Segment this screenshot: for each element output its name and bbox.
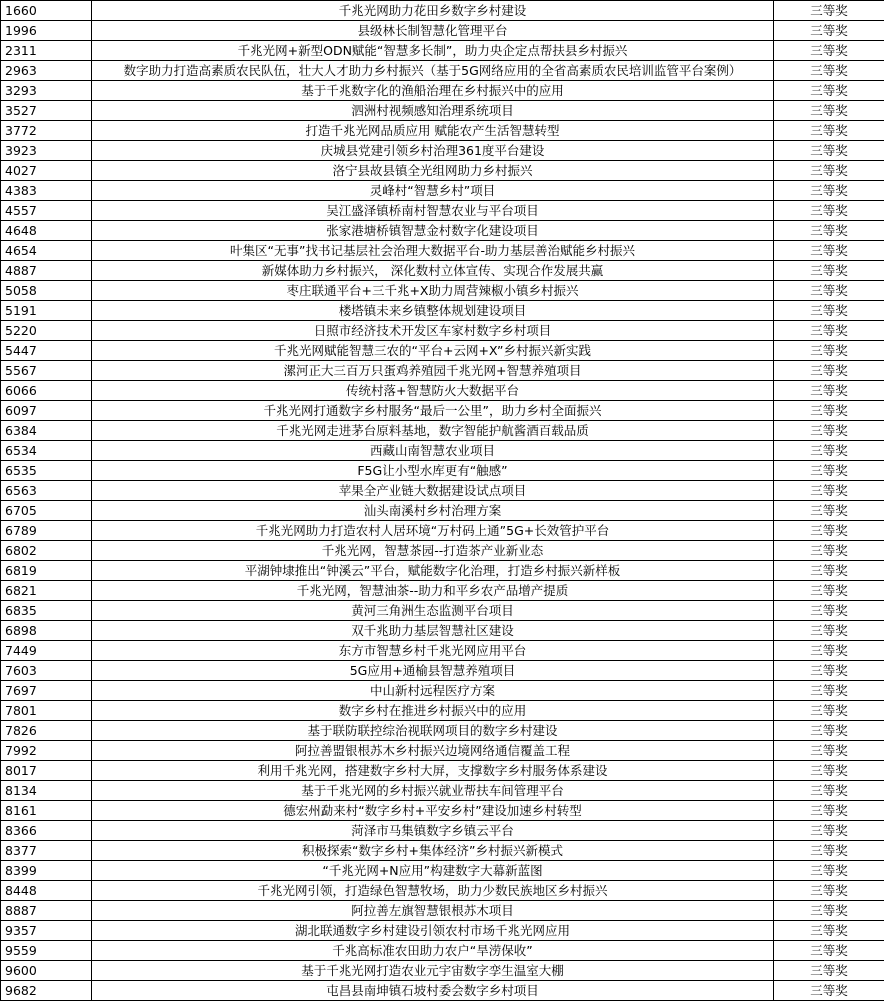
project-id-cell: 6802 bbox=[1, 541, 92, 561]
table-row bbox=[1, 421, 884, 441]
project-title-cell: 千兆光网，智慧油茶--助力和平乡农产品增产提质 bbox=[92, 581, 774, 601]
table-row bbox=[1, 441, 884, 461]
table-row bbox=[1, 101, 884, 121]
award-level-cell: 三等奖 bbox=[774, 721, 884, 741]
project-id-cell: 6705 bbox=[1, 501, 92, 521]
project-id-cell: 6789 bbox=[1, 521, 92, 541]
project-title-cell: 新媒体助力乡村振兴， 深化数村立体宣传、实现合作发展共赢 bbox=[92, 261, 774, 281]
table-row bbox=[1, 521, 884, 541]
project-id-cell: 2963 bbox=[1, 61, 92, 81]
table-row bbox=[1, 801, 884, 821]
project-id-cell: 9682 bbox=[1, 981, 92, 1001]
table-row bbox=[1, 501, 884, 521]
table-row bbox=[1, 321, 884, 341]
project-title-cell: 数字助力打造高素质农民队伍，壮大人才助力乡村振兴（基于5G网络应用的全省高素质农民培训监管平台案例） bbox=[92, 61, 774, 81]
table-row bbox=[1, 241, 884, 261]
project-id-cell: 8017 bbox=[1, 761, 92, 781]
award-level-cell: 三等奖 bbox=[774, 661, 884, 681]
table-row bbox=[1, 641, 884, 661]
project-title-cell: 千兆光网助力打造农村人居环境“万村码上通”5G+长效管护平台 bbox=[92, 521, 774, 541]
award-level-cell: 三等奖 bbox=[774, 681, 884, 701]
award-level-cell: 三等奖 bbox=[774, 281, 884, 301]
project-title-cell: F5G让小型水库更有“触感” bbox=[92, 461, 774, 481]
award-level-cell: 三等奖 bbox=[774, 501, 884, 521]
project-title-cell: 传统村落+智慧防火大数据平台 bbox=[92, 381, 774, 401]
award-level-cell: 三等奖 bbox=[774, 361, 884, 381]
table-row bbox=[1, 621, 884, 641]
project-title-cell: 千兆光网引领，打造绿色智慧牧场，助力少数民族地区乡村振兴 bbox=[92, 881, 774, 901]
project-id-cell: 3527 bbox=[1, 101, 92, 121]
table-row bbox=[1, 841, 884, 861]
project-title-cell: 数字乡村在推进乡村振兴中的应用 bbox=[92, 701, 774, 721]
table-row bbox=[1, 61, 884, 81]
table-row bbox=[1, 721, 884, 741]
project-id-cell: 3293 bbox=[1, 81, 92, 101]
project-id-cell: 1996 bbox=[1, 21, 92, 41]
table-row bbox=[1, 301, 884, 321]
table-row bbox=[1, 1, 884, 21]
award-level-cell: 三等奖 bbox=[774, 261, 884, 281]
award-level-cell: 三等奖 bbox=[774, 161, 884, 181]
table-row bbox=[1, 401, 884, 421]
award-level-cell: 三等奖 bbox=[774, 121, 884, 141]
award-level-cell: 三等奖 bbox=[774, 101, 884, 121]
project-id-cell: 6535 bbox=[1, 461, 92, 481]
project-title-cell: 利用千兆光网，搭建数字乡村大屏，支撑数字乡村服务体系建设 bbox=[92, 761, 774, 781]
project-title-cell: 叶集区“无事”找书记基层社会治理大数据平台-助力基层善治赋能乡村振兴 bbox=[92, 241, 774, 261]
award-level-cell: 三等奖 bbox=[774, 801, 884, 821]
project-title-cell: 枣庄联通平台+三千兆+X助力周营辣椒小镇乡村振兴 bbox=[92, 281, 774, 301]
project-title-cell: 漯河正大三百万只蛋鸡养殖园千兆光网+智慧养殖项目 bbox=[92, 361, 774, 381]
award-level-cell: 三等奖 bbox=[774, 701, 884, 721]
award-level-cell: 三等奖 bbox=[774, 441, 884, 461]
project-id-cell: 4027 bbox=[1, 161, 92, 181]
table-row bbox=[1, 381, 884, 401]
project-id-cell: 8134 bbox=[1, 781, 92, 801]
project-title-cell: 屯昌县南坤镇石坡村委会数字乡村项目 bbox=[92, 981, 774, 1001]
project-id-cell: 4383 bbox=[1, 181, 92, 201]
project-id-cell: 7992 bbox=[1, 741, 92, 761]
award-level-cell: 三等奖 bbox=[774, 221, 884, 241]
project-title-cell: 县级林长制智慧化管理平台 bbox=[92, 21, 774, 41]
project-title-cell: 张家港塘桥镇智慧金村数字化建设项目 bbox=[92, 221, 774, 241]
project-title-cell: 菏泽市马集镇数字乡镇云平台 bbox=[92, 821, 774, 841]
project-title-cell: 基于千兆数字化的渔船治理在乡村振兴中的应用 bbox=[92, 81, 774, 101]
project-id-cell: 5447 bbox=[1, 341, 92, 361]
award-level-cell: 三等奖 bbox=[774, 1, 884, 21]
table-row bbox=[1, 221, 884, 241]
award-level-cell: 三等奖 bbox=[774, 901, 884, 921]
table-row bbox=[1, 121, 884, 141]
project-id-cell: 8366 bbox=[1, 821, 92, 841]
table-row bbox=[1, 201, 884, 221]
project-title-cell: 中山新村远程医疗方案 bbox=[92, 681, 774, 701]
project-title-cell: 基于千兆光网的乡村振兴就业帮扶车间管理平台 bbox=[92, 781, 774, 801]
table-row bbox=[1, 881, 884, 901]
project-id-cell: 5567 bbox=[1, 361, 92, 381]
project-id-cell: 7603 bbox=[1, 661, 92, 681]
project-title-cell: 积极探索“数字乡村+集体经济”乡村振兴新模式 bbox=[92, 841, 774, 861]
project-id-cell: 3923 bbox=[1, 141, 92, 161]
project-id-cell: 6097 bbox=[1, 401, 92, 421]
project-title-cell: 洛宁县故县镇全光组网助力乡村振兴 bbox=[92, 161, 774, 181]
award-level-cell: 三等奖 bbox=[774, 881, 884, 901]
project-title-cell: 湖北联通数字乡村建设引领农村市场千兆光网应用 bbox=[92, 921, 774, 941]
project-title-cell: 千兆光网助力花田乡数字乡村建设 bbox=[92, 1, 774, 21]
project-title-cell: 平湖钟埭推出“钟溪云”平台，赋能数字化治理，打造乡村振兴新样板 bbox=[92, 561, 774, 581]
award-level-cell: 三等奖 bbox=[774, 81, 884, 101]
table-row bbox=[1, 481, 884, 501]
project-title-cell: 德宏州勐来村“数字乡村+平安乡村”建设加速乡村转型 bbox=[92, 801, 774, 821]
project-id-cell: 5191 bbox=[1, 301, 92, 321]
award-table-body bbox=[1, 1, 884, 1001]
project-id-cell: 2311 bbox=[1, 41, 92, 61]
award-level-cell: 三等奖 bbox=[774, 921, 884, 941]
project-title-cell: 泗洲村视频感知治理系统项目 bbox=[92, 101, 774, 121]
project-title-cell: 阿拉善盟银根苏木乡村振兴边境网络通信覆盖工程 bbox=[92, 741, 774, 761]
project-id-cell: 9559 bbox=[1, 941, 92, 961]
award-level-cell: 三等奖 bbox=[774, 641, 884, 661]
table-row bbox=[1, 901, 884, 921]
project-title-cell: 千兆光网打通数字乡村服务“最后一公里”，助力乡村全面振兴 bbox=[92, 401, 774, 421]
table-row bbox=[1, 761, 884, 781]
project-id-cell: 7449 bbox=[1, 641, 92, 661]
project-id-cell: 6534 bbox=[1, 441, 92, 461]
table-row bbox=[1, 281, 884, 301]
project-title-cell: “千兆光网+N应用”构建数字大幕新蓝图 bbox=[92, 861, 774, 881]
project-title-cell: 黄河三角洲生态监测平台项目 bbox=[92, 601, 774, 621]
project-id-cell: 6819 bbox=[1, 561, 92, 581]
project-title-cell: 汕头南溪村乡村治理方案 bbox=[92, 501, 774, 521]
award-level-cell: 三等奖 bbox=[774, 461, 884, 481]
award-level-cell: 三等奖 bbox=[774, 41, 884, 61]
project-title-cell: 5G应用+通榆县智慧养殖项目 bbox=[92, 661, 774, 681]
project-id-cell: 4648 bbox=[1, 221, 92, 241]
project-id-cell: 6898 bbox=[1, 621, 92, 641]
table-row bbox=[1, 781, 884, 801]
project-title-cell: 日照市经济技术开发区车家村数字乡村项目 bbox=[92, 321, 774, 341]
project-id-cell: 8377 bbox=[1, 841, 92, 861]
award-level-cell: 三等奖 bbox=[774, 301, 884, 321]
table-row bbox=[1, 561, 884, 581]
award-level-cell: 三等奖 bbox=[774, 861, 884, 881]
table-row bbox=[1, 921, 884, 941]
project-title-cell: 苹果全产业链大数据建设试点项目 bbox=[92, 481, 774, 501]
project-title-cell: 基于联防联控综治视联网项目的数字乡村建设 bbox=[92, 721, 774, 741]
award-level-cell: 三等奖 bbox=[774, 241, 884, 261]
award-level-cell: 三等奖 bbox=[774, 61, 884, 81]
project-title-cell: 千兆光网，智慧茶园--打造茶产业新业态 bbox=[92, 541, 774, 561]
project-id-cell: 6835 bbox=[1, 601, 92, 621]
project-id-cell: 9600 bbox=[1, 961, 92, 981]
table-row bbox=[1, 181, 884, 201]
project-title-cell: 千兆光网走进茅台原料基地，数字智能护航酱酒百载品质 bbox=[92, 421, 774, 441]
project-id-cell: 9357 bbox=[1, 921, 92, 941]
table-row bbox=[1, 81, 884, 101]
project-id-cell: 6563 bbox=[1, 481, 92, 501]
project-title-cell: 千兆光网+新型ODN赋能“智慧多长制”，助力央企定点帮扶县乡村振兴 bbox=[92, 41, 774, 61]
project-id-cell: 1660 bbox=[1, 1, 92, 21]
award-level-cell: 三等奖 bbox=[774, 761, 884, 781]
project-id-cell: 4654 bbox=[1, 241, 92, 261]
project-id-cell: 8887 bbox=[1, 901, 92, 921]
table-row bbox=[1, 461, 884, 481]
table-row bbox=[1, 601, 884, 621]
project-id-cell: 6066 bbox=[1, 381, 92, 401]
award-level-cell: 三等奖 bbox=[774, 181, 884, 201]
project-id-cell: 7801 bbox=[1, 701, 92, 721]
table-row bbox=[1, 961, 884, 981]
table-row bbox=[1, 741, 884, 761]
project-id-cell: 5058 bbox=[1, 281, 92, 301]
award-level-cell: 三等奖 bbox=[774, 201, 884, 221]
project-title-cell: 基于千兆光网打造农业元宇宙数字孪生温室大棚 bbox=[92, 961, 774, 981]
award-level-cell: 三等奖 bbox=[774, 521, 884, 541]
table-row bbox=[1, 581, 884, 601]
table-row bbox=[1, 41, 884, 61]
project-title-cell: 千兆高标准农田助力农户“旱涝保收” bbox=[92, 941, 774, 961]
table-row bbox=[1, 21, 884, 41]
project-id-cell: 4557 bbox=[1, 201, 92, 221]
award-level-cell: 三等奖 bbox=[774, 781, 884, 801]
project-id-cell: 5220 bbox=[1, 321, 92, 341]
project-title-cell: 打造千兆光网品质应用 赋能农产生活智慧转型 bbox=[92, 121, 774, 141]
award-level-cell: 三等奖 bbox=[774, 741, 884, 761]
table-row bbox=[1, 341, 884, 361]
project-id-cell: 8399 bbox=[1, 861, 92, 881]
table-row bbox=[1, 861, 884, 881]
award-level-cell: 三等奖 bbox=[774, 21, 884, 41]
project-id-cell: 4887 bbox=[1, 261, 92, 281]
table-row bbox=[1, 541, 884, 561]
project-title-cell: 阿拉善左旗智慧银根苏木项目 bbox=[92, 901, 774, 921]
table-row bbox=[1, 701, 884, 721]
project-id-cell: 7697 bbox=[1, 681, 92, 701]
project-title-cell: 西藏山南智慧农业项目 bbox=[92, 441, 774, 461]
award-level-cell: 三等奖 bbox=[774, 401, 884, 421]
award-level-cell: 三等奖 bbox=[774, 821, 884, 841]
award-level-cell: 三等奖 bbox=[774, 941, 884, 961]
award-level-cell: 三等奖 bbox=[774, 341, 884, 361]
table-row bbox=[1, 661, 884, 681]
award-level-cell: 三等奖 bbox=[774, 381, 884, 401]
award-level-cell: 三等奖 bbox=[774, 541, 884, 561]
award-level-cell: 三等奖 bbox=[774, 601, 884, 621]
project-title-cell: 东方市智慧乡村千兆光网应用平台 bbox=[92, 641, 774, 661]
project-id-cell: 7826 bbox=[1, 721, 92, 741]
project-title-cell: 楼塔镇未来乡镇整体规划建设项目 bbox=[92, 301, 774, 321]
project-id-cell: 8161 bbox=[1, 801, 92, 821]
table-row bbox=[1, 981, 884, 1001]
award-level-cell: 三等奖 bbox=[774, 481, 884, 501]
award-level-cell: 三等奖 bbox=[774, 961, 884, 981]
project-title-cell: 双千兆助力基层智慧社区建设 bbox=[92, 621, 774, 641]
project-title-cell: 吴江盛泽镇桥南村智慧农业与平台项目 bbox=[92, 201, 774, 221]
award-level-cell: 三等奖 bbox=[774, 841, 884, 861]
table-row bbox=[1, 361, 884, 381]
project-title-cell: 灵峰村“智慧乡村”项目 bbox=[92, 181, 774, 201]
table-row bbox=[1, 141, 884, 161]
award-level-cell: 三等奖 bbox=[774, 981, 884, 1001]
table-row bbox=[1, 821, 884, 841]
table-row bbox=[1, 261, 884, 281]
project-title-cell: 庆城县党建引领乡村治理361度平台建设 bbox=[92, 141, 774, 161]
project-id-cell: 6821 bbox=[1, 581, 92, 601]
table-row bbox=[1, 681, 884, 701]
project-title-cell: 千兆光网赋能智慧三农的“平台+云网+X”乡村振兴新实践 bbox=[92, 341, 774, 361]
project-id-cell: 8448 bbox=[1, 881, 92, 901]
project-id-cell: 3772 bbox=[1, 121, 92, 141]
award-level-cell: 三等奖 bbox=[774, 141, 884, 161]
table-row bbox=[1, 161, 884, 181]
award-level-cell: 三等奖 bbox=[774, 421, 884, 441]
award-level-cell: 三等奖 bbox=[774, 321, 884, 341]
table-row bbox=[1, 941, 884, 961]
project-id-cell: 6384 bbox=[1, 421, 92, 441]
award-level-cell: 三等奖 bbox=[774, 561, 884, 581]
award-level-cell: 三等奖 bbox=[774, 581, 884, 601]
award-level-cell: 三等奖 bbox=[774, 621, 884, 641]
